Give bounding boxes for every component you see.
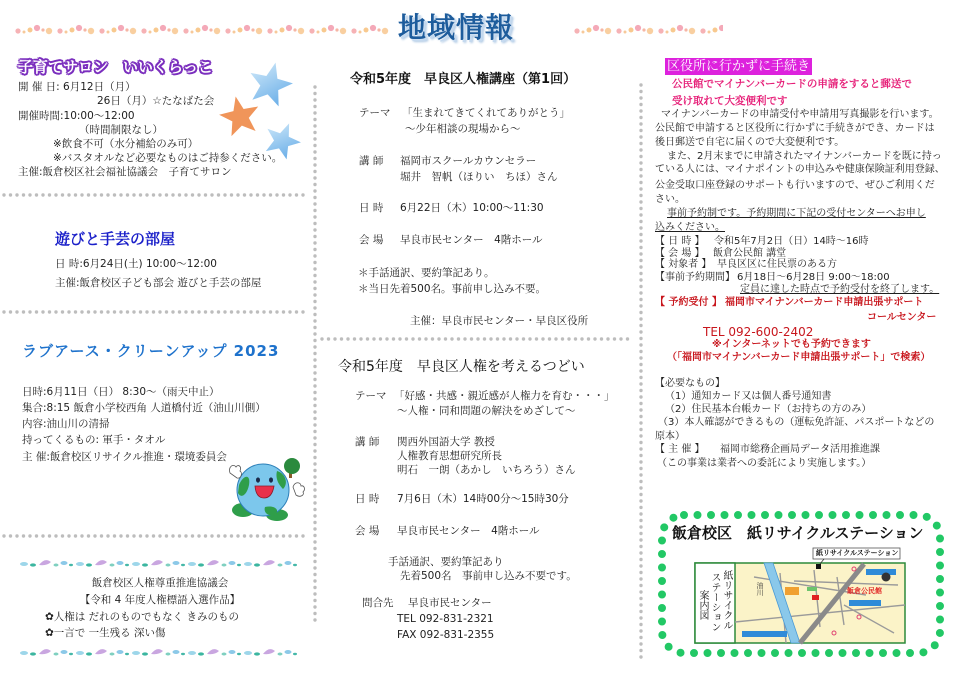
- organizer-note: （この事業は業者への委託により実施します。）: [657, 458, 872, 469]
- lecture1-datetime: 6月22日（木）10:00～11:30: [400, 202, 544, 214]
- cleanup-datetime: 日時:6月11日（日） 8:30～（雨天中止）: [22, 386, 220, 398]
- lecture2-theme-sub: ～人権・同和問題の解決をめざして～: [397, 405, 576, 417]
- lecture2-lecturer-affiliation: 関西外国語大学 教授: [397, 436, 495, 448]
- map-side-title: 紙リサイクル: [721, 570, 732, 630]
- lecture1-lecturer-label: 講 師: [359, 155, 384, 167]
- map-side-title: ステーション: [709, 572, 720, 632]
- lecture2-fax: FAX 092-831-2355: [397, 629, 495, 641]
- mynumber-reservation-note: 込みください。: [655, 222, 725, 233]
- salon-time: 開催時間:10:00～12:00: [18, 110, 135, 122]
- required-heading: 【必要なもの】: [655, 378, 725, 389]
- detail-value-period: 6月18日～6月28日 9:00～18:00: [737, 272, 890, 283]
- capacity-note: 定員に達した時点で予約受付を終了します。: [740, 284, 940, 295]
- garland-right-decoration: [573, 22, 723, 38]
- reception-internet: ※インターネットでも予約できます: [712, 339, 871, 350]
- required-item: 原本）: [655, 431, 685, 442]
- lecture1-theme-label: テーマ: [359, 107, 391, 119]
- lecture2-contact-label: 問合先: [362, 597, 394, 609]
- mynumber-body: マイナンバーカードの申請受付や申請用写真撮影を行います。: [661, 109, 939, 120]
- cleanup-heading: ラブアース・クリーンアップ 2023: [22, 342, 280, 360]
- salon-date: 開 催 日: 6月12日（月）: [18, 81, 136, 93]
- garland-left-decoration: [14, 22, 390, 38]
- lecture2-datetime-label: 日 時: [355, 493, 380, 505]
- mynumber-reservation-note: 事前予約制です。予約期間に下記の受付センターへお申し: [667, 208, 926, 219]
- lecture2-note: 先着500名 事前申し込み不要です。: [400, 570, 577, 582]
- slogan-subtitle: 【令和 4 年度人権標語入選作品】: [79, 594, 241, 606]
- detail-value-target: 早良区区に住民票のある方: [717, 259, 837, 270]
- required-item: （3）本人確認ができるもの（運転免許証、パスポートなどの: [658, 417, 935, 428]
- recycle-title: 飯倉校区 紙リサイクルステーション: [672, 524, 924, 542]
- cleanup-meeting: 集合:8:15 飯倉小学校西角 人道橋付近（油山川側）: [22, 402, 266, 414]
- cleanup-organizer: 主 催:飯倉校区リサイクル推進・環境委員会: [22, 451, 227, 463]
- lecture2-theme-label: テーマ: [355, 390, 387, 402]
- lecture1-theme: 「生まれてきてくれてありがとう」: [402, 107, 570, 119]
- lecture1-theme-sub: ～少年相談の現場から～: [405, 123, 521, 135]
- lecture1-title: 令和5年度 早良区人権講座（第1回）: [350, 72, 577, 87]
- lecture2-lecturer-name: 明石 一朗（あかし いちろう）さん: [397, 464, 576, 476]
- slogan-item: ✿人権は だれのものでもなく きみのもの: [45, 611, 239, 623]
- detail-value-venue: 飯倉公民館 講堂: [713, 248, 787, 259]
- lecture2-datetime: 7月6日（木）14時00分～15時30分: [397, 493, 569, 505]
- required-item: （2）住民基本台帳カード（お持ちの方のみ）: [665, 404, 872, 415]
- lecture1-note: ＊当日先着500名。事前申し込み不要。: [358, 283, 547, 295]
- mynumber-body: 公金受取口座登録のサポートも行いますので、ぜひご利用くだ: [655, 180, 935, 191]
- detail-label-datetime: 【 日 時 】: [655, 236, 705, 247]
- recycle-station-marker: [816, 564, 821, 569]
- lecture2-lecturer-role: 人権教育思想研究所長: [397, 450, 502, 462]
- lecture2-tel: TEL 092-831-2321: [397, 613, 494, 625]
- detail-label-period: 【事前予約期間】: [655, 272, 735, 283]
- lecture1-lecturer-title: 福岡市スクールカウンセラー: [400, 155, 537, 167]
- map-callout-label: 紙リサイクルステーション: [816, 549, 899, 557]
- blue-star-small-icon: [261, 120, 303, 160]
- salon-note-food: ※飲食不可（水分補給のみ可）: [53, 138, 199, 150]
- orange-star-icon: [217, 94, 263, 138]
- lecture2-note: 手話通訳、要約筆記あり: [388, 556, 504, 568]
- lecture1-datetime-label: 日 時: [359, 202, 384, 214]
- organizer-label: 【 主 催 】: [655, 444, 705, 455]
- lecture2-contact-name: 早良市民センター: [408, 597, 492, 609]
- lecture2-theme: 「好感・共感・親近感が人権力を育む・・・」: [394, 390, 615, 402]
- detail-label-target: 【 対象者 】: [655, 259, 712, 270]
- reception-label: 【 予約受付 】: [655, 297, 722, 308]
- reception-name: 福岡市マイナンバーカード申請出張サポート: [725, 297, 924, 308]
- organizer-value: 福岡市総務企画局データ活用推進課: [720, 444, 880, 455]
- mynumber-body: また、2月末までに申請されたマイナンバーカードを既に持っ: [667, 151, 942, 162]
- map-label-river: 油川: [756, 582, 764, 596]
- salon-time-note: （時間制限なし）: [79, 124, 163, 136]
- lecture2-venue: 早良市民センター 4階ホール: [397, 525, 540, 537]
- leaf-garland-bottom-decoration: [18, 645, 300, 659]
- lecture1-lecturer-name: 堀井 智帆（ほりい ちほ）さん: [400, 171, 558, 183]
- reception-name-2: コールセンター: [867, 312, 937, 323]
- lecture2-venue-label: 会 場: [355, 525, 380, 537]
- mynumber-body: ている人には、マイナポイントの申込みや健康保険証利用登録、: [655, 164, 945, 175]
- detail-label-venue: 【 会 場 】: [655, 248, 705, 259]
- mynumber-body: さい。: [655, 194, 685, 205]
- asobi-heading: 遊びと手芸の部屋: [55, 230, 176, 248]
- mynumber-subhead: 公民館でマイナンバーカードの申請をすると郵送で: [672, 78, 912, 90]
- leaf-garland-top-decoration: [18, 556, 300, 570]
- cleanup-content: 内容:油山川の清掃: [22, 418, 110, 430]
- asobi-datetime: 日 時:6月24日(土) 10:00～12:00: [55, 258, 217, 270]
- salon-organizer: 主催:飯倉校区社会福祉協議会 子育てサロン: [18, 166, 232, 178]
- lecture1-note: ＊手話通訳、要約筆記あり。: [358, 267, 495, 279]
- mynumber-subhead: 受け取れて大変便利です: [672, 95, 788, 107]
- slogan-item: ✿一言で 一生残る 深い傷: [45, 627, 166, 639]
- lecture2-title: 令和5年度 早良区人権を考えるつどい: [338, 359, 585, 375]
- salon-date-2: 26日（月）☆たなばた会: [97, 95, 215, 107]
- slogan-organization: 飯倉校区人権尊重推進協議会: [91, 577, 229, 589]
- map-label-community-center: 飯倉公民館: [847, 587, 882, 595]
- salon-note-towel: ※バスタオルなど必要なものはご持参ください。: [53, 152, 283, 164]
- lecture1-venue: 早良市民センター 4階ホール: [400, 234, 543, 246]
- earth-mascot-icon: [225, 455, 310, 525]
- asobi-organizer: 主催:飯倉校区子ども部会 遊びと手芸の部屋: [55, 277, 262, 289]
- lecture1-organizer: 主催：早良市民センター・早良区役所: [410, 315, 589, 327]
- page-title: 地域情報: [398, 11, 515, 44]
- detail-value-datetime: 令和5年7月2日（日）14時～16時: [714, 236, 869, 247]
- map-side-title: 案内図: [697, 590, 708, 620]
- mynumber-body: 後日郵送で自宅に届くので大変便利です。: [655, 137, 845, 148]
- reception-tel: TEL 092-600-2402: [703, 325, 814, 339]
- required-item: （1）通知カード又は個人番号通知書: [665, 391, 832, 402]
- reception-search: （「福岡市マイナンバーカード申請出張サポート」で検索）: [667, 352, 931, 363]
- mynumber-badge: 区役所に行かずに手続き: [667, 59, 811, 74]
- lecture2-lecturer-label: 講 師: [355, 436, 380, 448]
- mynumber-body: 公民館で申請すると区役所に行かずに手続きができ、カードは: [655, 123, 935, 134]
- lecture1-venue-label: 会 場: [359, 234, 384, 246]
- cleanup-bring: 持ってくるもの: 軍手・タオル: [22, 434, 166, 446]
- salon-heading: 子育てサロン いいくらっこ: [18, 58, 214, 76]
